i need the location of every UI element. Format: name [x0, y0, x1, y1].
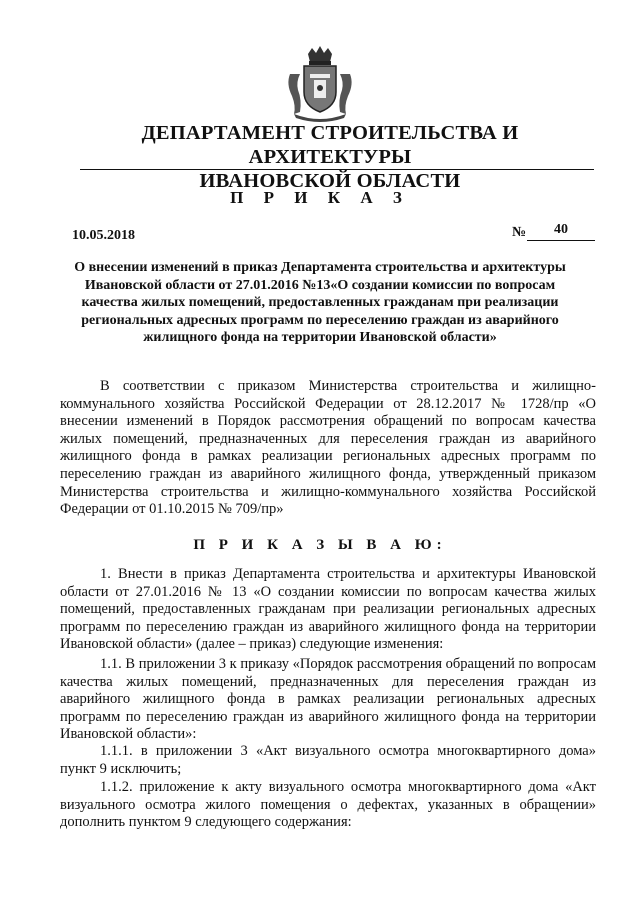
header-divider — [80, 169, 594, 170]
order-number: 40 — [527, 222, 595, 241]
department-line-2: ИВАНОВСКОЙ ОБЛАСТИ — [199, 170, 461, 192]
doc-type-title: П Р И К А З — [230, 188, 410, 207]
order-subject — [40, 259, 600, 347]
subject-line: О внесении изменений в приказ Департамента строительства и архитектуры — [74, 260, 566, 275]
subject-line: региональных адресных программ по переселению граждан из аварийного — [81, 312, 559, 328]
preamble-paragraph: В соответствии с приказом Министерства строительства и жилищно-коммунального хозяйства Российской Федерации от 28.12.2017 № 1728/пр «О внесении изменений в Порядок рассмотрения обращений по вопросам качества жилых помещений, предназначенных для переселения граждан из аварийного жилищного фонда в рамках реализации региональных адресных программ по переселению граждан из аварийного жилищного фонда, утвержденный приказом Министерства строительства и жилищно-коммунального хозяйства Российской Федерации от 01.10.2015 № 709/пр» — [60, 378, 596, 518]
number-sign: № — [512, 225, 527, 240]
department-name — [60, 121, 600, 193]
item-1-paragraph: 1. Внести в приказ Департамента строительства и архитектуры Ивановской области от 27.01.2016 № 13 «О создании комиссии по вопросам качества жилых помещений, предоставленных гражданам при реализации региональных адресных программ по переселению граждан из аварийного жилищного фонда на территории Ивановской области» (далее – приказ) следующие изменения: — [60, 566, 596, 653]
subject-line: жилищного фонда на территории Ивановской области» — [143, 330, 497, 345]
order-directive-heading: П Р И К А З Ы В А Ю: — [193, 537, 447, 553]
item-1-1-2-paragraph: 1.1.2. приложение к акту визуального осмотра многоквартирного дома «Акт визуального осмотра жилого помещения о дефектах, указанных в обращении» дополнить пунктом 9 следующего содержания: — [60, 779, 596, 831]
order-date: 10.05.2018 — [72, 228, 135, 243]
department-line-1: ДЕПАРТАМЕНТ СТРОИТЕЛЬСТВА И АРХИТЕКТУРЫ — [141, 122, 519, 168]
subject-line: качества жилых помещений, предоставленных гражданам при реализации — [81, 295, 559, 310]
coat-of-arms-icon — [284, 44, 356, 122]
item-1-1-1-paragraph: 1.1.1. в приложении 3 «Акт визуального осмотра многоквартирного дома» пункт 9 исключить; — [60, 743, 596, 777]
subject-line: Ивановской области от 27.01.2016 №13«О создании комиссии по вопросам — [84, 277, 556, 293]
item-1-1-paragraph: 1.1. В приложении 3 к приказу «Порядок рассмотрения обращений по вопросам качества жилых помещений, предназначенных для переселения граждан из аварийного жилищного фонда в рамках реализации региональных адресных программ по переселению граждан из аварийного жилищного фонда на территории Ивановской области»: — [60, 656, 596, 743]
